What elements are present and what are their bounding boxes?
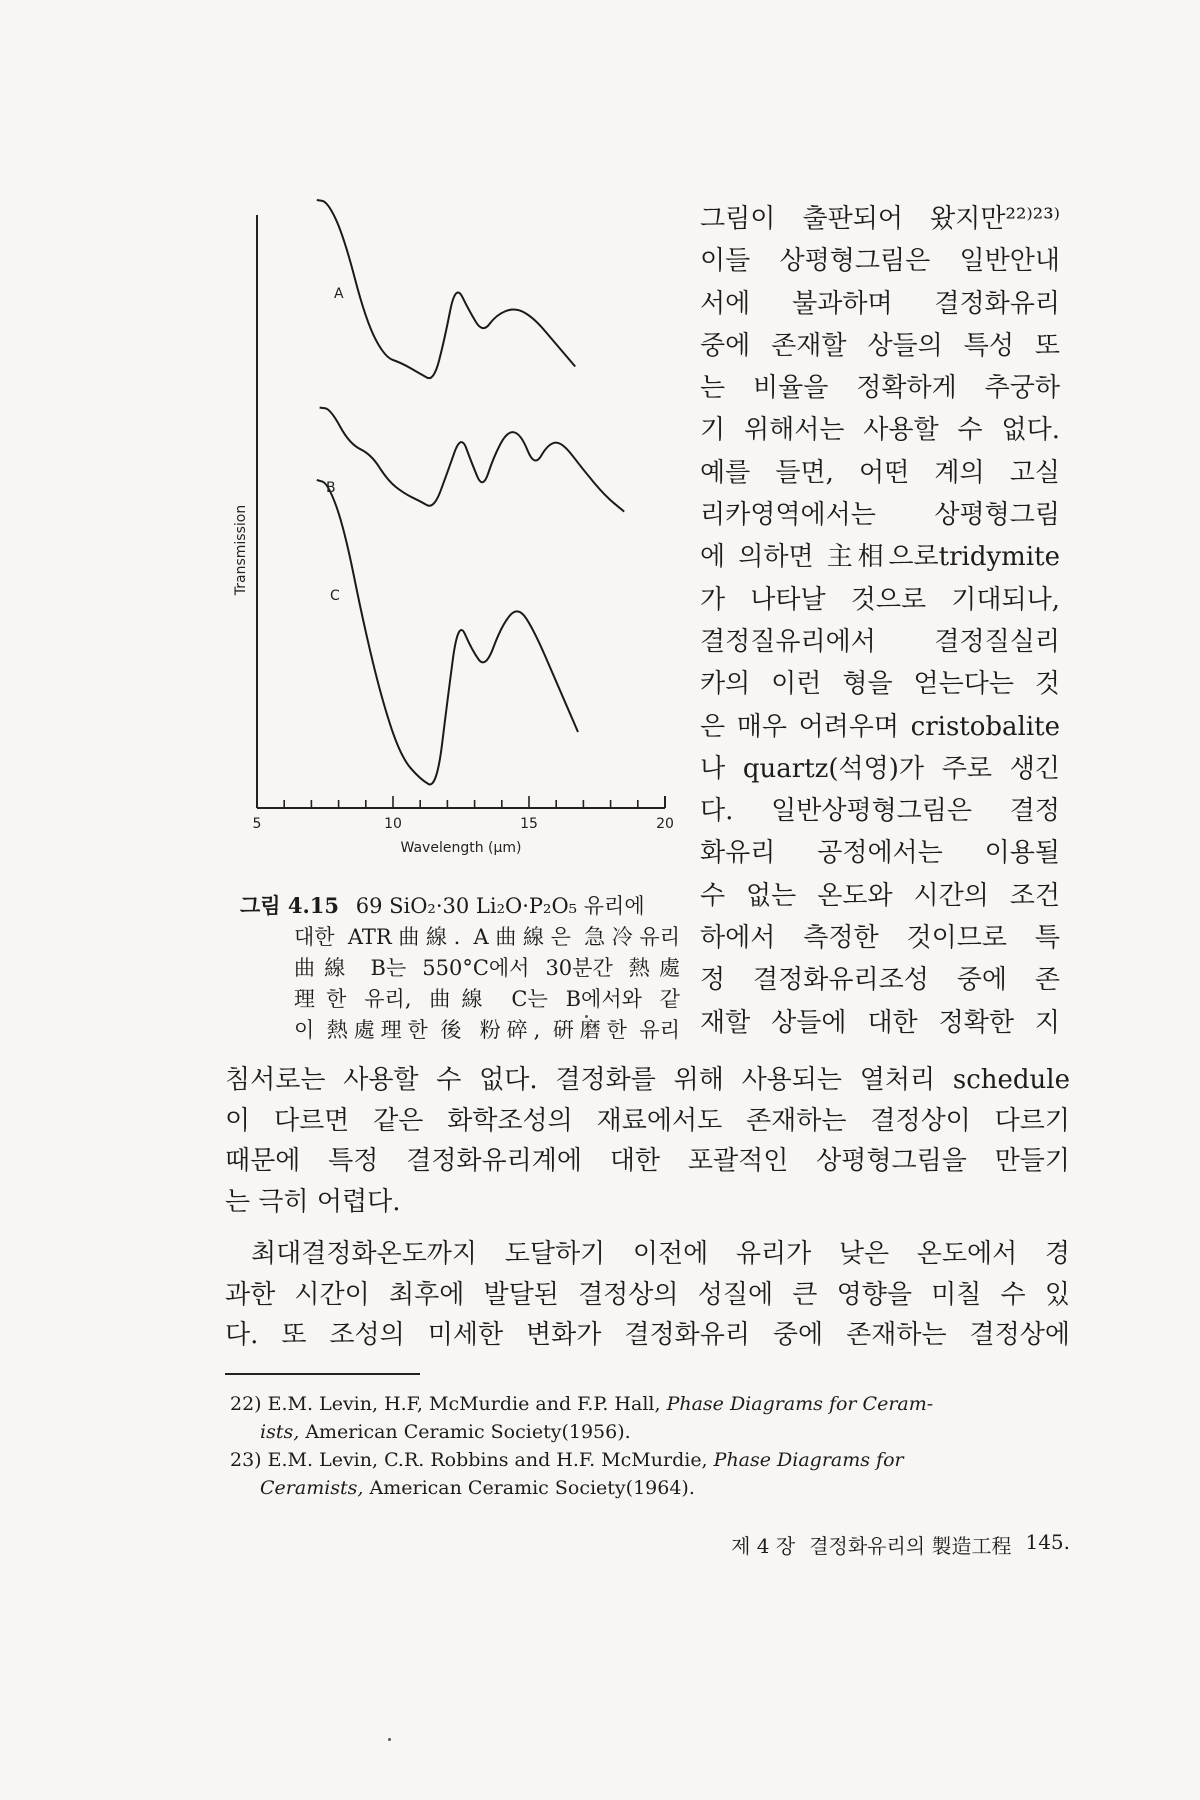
footnote-publisher: American Ceramic Society(1964). xyxy=(369,1477,695,1499)
text-line: 최대결정화온도까지 도달하기 이전에 유리가 낮은 온도에서 경 xyxy=(251,1239,1070,1269)
caption-line: 理한 유리, 曲線 C는 B에서와 같 xyxy=(294,987,680,1011)
curve-label-a: A xyxy=(334,286,344,302)
text-line: 하에서 측정한 것이므로 특 xyxy=(700,923,1060,954)
text-line: 재할 상들에 대한 정확한 지 xyxy=(700,1007,1060,1038)
print-speck xyxy=(585,1015,588,1018)
text-line: 그림이 출판되어 왔지만²²⁾²³⁾ xyxy=(700,204,1060,234)
footnote-title: Phase Diagrams for Ceram- xyxy=(666,1393,934,1415)
curve-a xyxy=(317,200,575,378)
curve-b xyxy=(320,408,625,512)
caption-line: 이 熱處理한 後 粉碎, 硏磨한 유리 xyxy=(294,1018,680,1042)
x-tick-label: 10 xyxy=(384,816,402,832)
footnote-authors: E.M. Levin, H.F, McMurdie and F.P. Hall, xyxy=(267,1393,661,1415)
text-line: 중에 존재할 상들의 특성 또 xyxy=(700,330,1060,361)
text-line: 나 quartz(석영)가 주로 생긴 xyxy=(700,753,1060,784)
x-tick-label: 15 xyxy=(520,816,538,832)
text-line: 이들 상평형그림은 일반안내 xyxy=(700,246,1060,277)
curve-label-b: B xyxy=(326,480,336,496)
footnote-number: 23) xyxy=(230,1449,262,1471)
text-line: 결정질유리에서 결정질실리 xyxy=(700,626,1060,657)
curve-label-c: C xyxy=(330,588,340,604)
atr-chart xyxy=(225,200,695,880)
text-line: 카의 이런 형을 얻는다는 것 xyxy=(700,669,1060,700)
text-line: 화유리 공정에서는 이용될 xyxy=(700,838,1060,869)
text-line: 는 비율을 정확하게 추궁하 xyxy=(700,373,1060,404)
text-line: 는 극히 어렵다. xyxy=(225,1186,401,1217)
x-tick-label: 20 xyxy=(656,816,674,832)
x-tick-label: 5 xyxy=(252,816,262,832)
footer-chapter: 제 4 장 xyxy=(731,1534,796,1558)
right-column-text xyxy=(700,198,1060,1044)
footnote-title: Phase Diagrams for xyxy=(713,1449,904,1471)
caption-text: 69 SiO₂·30 Li₂O·P₂O₅ 유리에 xyxy=(355,894,645,918)
footnote-23 xyxy=(230,1446,1070,1502)
text-line: 침서로는 사용할 수 없다. 결정화를 위해 사용되는 열처리 schedule xyxy=(225,1065,1070,1095)
text-line: 예를 들면, 어떤 계의 고실 xyxy=(700,457,1060,488)
figure-caption xyxy=(240,890,680,1046)
footnotes xyxy=(230,1390,1070,1502)
footnote-publisher: American Ceramic Society(1956). xyxy=(305,1421,631,1443)
text-line: 은 매우 어려우며 cristobalite xyxy=(700,711,1060,742)
text-line: 서에 불과하며 결정화유리 xyxy=(700,288,1060,319)
text-line: 정 결정화유리조성 중에 존 xyxy=(700,965,1060,996)
caption-line: 曲線 B는 550°C에서 30분간 熱處 xyxy=(294,956,680,980)
atr-figure xyxy=(225,200,695,880)
caption-line xyxy=(240,890,680,922)
y-axis-label: Transmission xyxy=(233,504,249,596)
page-footer xyxy=(590,1530,1070,1559)
footnote-number: 22) xyxy=(230,1393,262,1415)
text-line: 리카영역에서는 상평형그림 xyxy=(700,500,1060,531)
footnote-rule xyxy=(225,1373,420,1375)
footnote-authors: E.M. Levin, C.R. Robbins and H.F. McMurdie, xyxy=(267,1449,708,1471)
print-speck xyxy=(388,1738,391,1741)
text-line: 다. 일반상평형그림은 결정 xyxy=(700,796,1060,827)
text-line: 가 나타날 것으로 기대되나, xyxy=(700,584,1060,615)
footnote-22 xyxy=(230,1390,1070,1446)
footnote-title: Ceramists, xyxy=(260,1477,364,1499)
body-text xyxy=(225,1060,1070,1356)
text-line: 에 의하면 主相으로tridymite xyxy=(700,542,1060,573)
text-line: 다. 또 조성의 미세한 변화가 결정화유리 중에 존재하는 결정상에 xyxy=(225,1320,1070,1350)
footnote-title: ists, xyxy=(260,1421,300,1443)
caption-label: 그림 4.15 xyxy=(240,893,340,918)
text-line: 기 위해서는 사용할 수 없다. xyxy=(700,415,1060,446)
text-line: 과한 시간이 최후에 발달된 결정상의 성질에 큰 영향을 미칠 수 있 xyxy=(225,1279,1070,1310)
curve-c xyxy=(317,480,578,784)
text-line: 때문에 특정 결정화유리계에 대한 포괄적인 상평형그림을 만들기 xyxy=(225,1146,1070,1176)
page-number: 145. xyxy=(1025,1530,1070,1554)
x-axis-label: Wavelength (μm) xyxy=(400,840,522,856)
text-line: 수 없는 온도와 시간의 조건 xyxy=(700,880,1060,911)
footer-section: 결정화유리의 製造工程 xyxy=(809,1534,1012,1558)
text-line: 이 다르면 같은 화학조성의 재료에서도 존재하는 결정상이 다르기 xyxy=(225,1105,1070,1136)
caption-line: 대한 ATR曲線. A曲線은 急冷유리 xyxy=(294,925,680,949)
